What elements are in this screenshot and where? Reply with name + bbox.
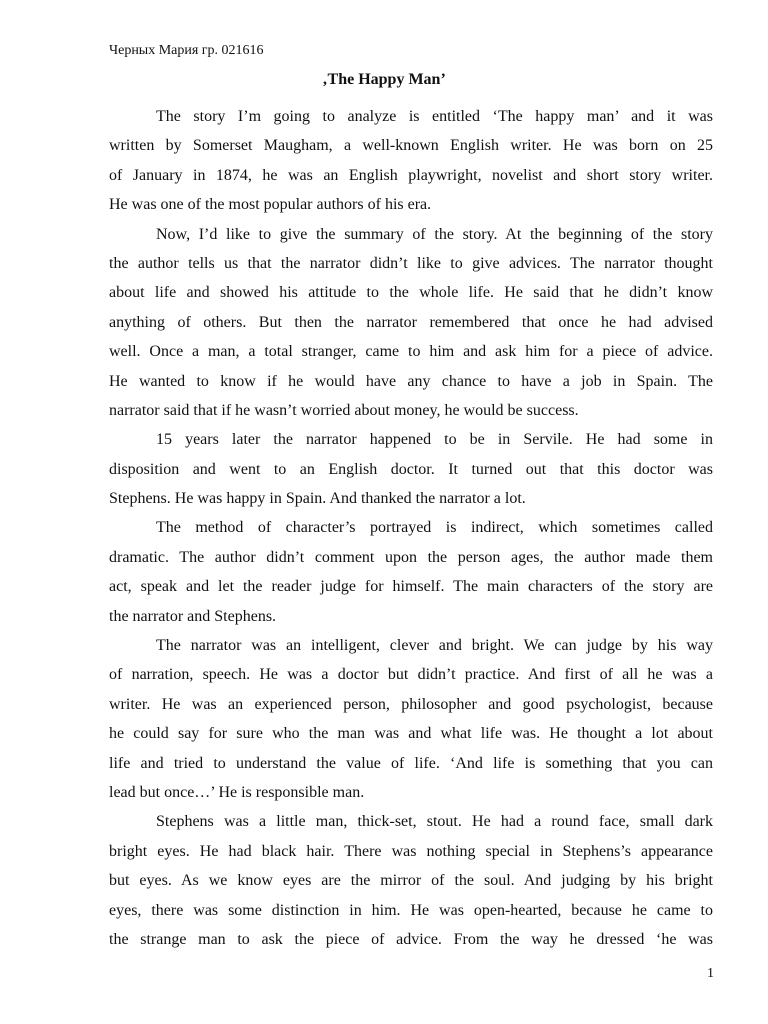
- paragraph-line: the strange man to ask the piece of advice. From the way he dressed ‘he was: [109, 930, 713, 948]
- paragraph-line: dramatic. The author didn’t comment upon the person ages, the author made them: [109, 548, 713, 566]
- document-body: [109, 102, 713, 954]
- paragraph-line: written by Somerset Maugham, a well-known English writer. He was born on 25: [109, 137, 713, 155]
- paragraph-line: The narrator was an intelligent, clever and bright. We can judge by his way: [156, 637, 713, 655]
- paragraph-line: life and tried to understand the value of life. ‘And life is something that you can: [109, 754, 713, 772]
- paragraph-line: but eyes. As we know eyes are the mirror of the soul. And judging by his bright: [109, 872, 713, 890]
- paragraph: [109, 425, 713, 513]
- paragraph-line: well. Once a man, a total stranger, came to him and ask him for a piece of advice.: [109, 343, 713, 361]
- document-title: ‚The Happy Man’: [322, 71, 446, 88]
- paragraph-line: he could say for sure who the man was and what life was. He thought a lot about: [109, 725, 713, 743]
- paragraph-line: Now, I’d like to give the summary of the story. At the beginning of the story: [156, 225, 713, 243]
- paragraph-line: writer. He was an experienced person, philosopher and good psychologist, because: [109, 695, 713, 713]
- paragraph-line: anything of others. But then the narrator remembered that once he had advised: [109, 313, 713, 331]
- paragraph-line: narrator said that if he wasn’t worried about money, he would be success.: [109, 401, 579, 419]
- paragraph-line: of January in 1874, he was an English playwright, novelist and short story writer.: [109, 166, 713, 184]
- paragraph-line: He was one of the most popular authors of his era.: [109, 196, 432, 214]
- paragraph: [109, 807, 713, 954]
- paragraph-line: The story I’m going to analyze is entitled ‘The happy man’ and it was: [156, 108, 713, 125]
- paragraph: [109, 102, 713, 220]
- paragraph-line: act, speak and let the reader judge for himself. The main characters of the story are: [109, 578, 713, 596]
- paragraph-line: eyes, there was some distinction in him. He was open-hearted, because he came to: [109, 901, 713, 919]
- paragraph-line: bright eyes. He had black hair. There was nothing special in Stephens’s appearance: [109, 842, 713, 860]
- paragraph-line: of narration, speech. He was a doctor but didn’t practice. And first of all he was a: [109, 666, 713, 684]
- paragraph-line: disposition and went to an English doctor. It turned out that this doctor was: [109, 460, 713, 478]
- paragraph-line: about life and showed his attitude to the whole life. He said that he didn’t know: [109, 284, 713, 302]
- paragraph-line: He wanted to know if he would have any chance to have a job in Spain. The: [109, 372, 713, 390]
- paragraph-line: Stephens was a little man, thick-set, stout. He had a round face, small dark: [156, 813, 713, 831]
- paragraph: [109, 513, 713, 631]
- paragraph-line: 15 years later the narrator happened to be in Servile. He had some in: [156, 431, 713, 449]
- paragraph-line: the narrator and Stephens.: [109, 607, 277, 625]
- paragraph-line: lead but once…’ He is responsible man.: [109, 783, 365, 801]
- paragraph-line: The method of character’s portrayed is indirect, which sometimes called: [156, 519, 713, 537]
- paragraph-line: the author tells us that the narrator didn’t like to give advices. The narrator thought: [109, 254, 713, 272]
- paragraph: [109, 220, 713, 426]
- document-header: Черных Мария гр. 021616: [109, 43, 264, 58]
- paragraph-line: Stephens. He was happy in Spain. And thanked the narrator a lot.: [109, 490, 526, 508]
- page-number: 1: [707, 966, 714, 981]
- paragraph: [109, 631, 713, 807]
